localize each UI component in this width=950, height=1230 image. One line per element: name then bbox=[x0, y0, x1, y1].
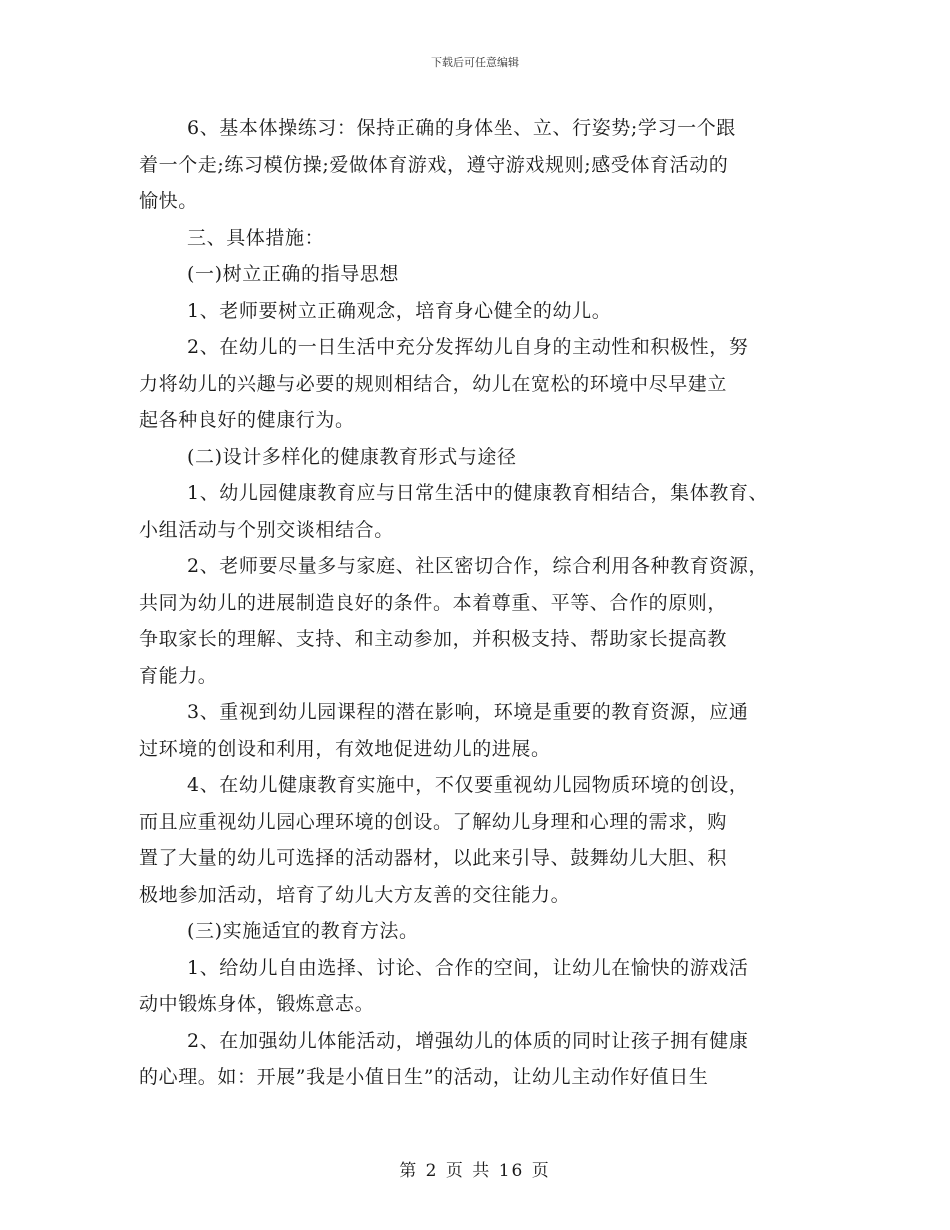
text-line: 2、在加强幼儿体能活动，增强幼儿的体质的同时让孩子拥有健康 bbox=[187, 1029, 749, 1052]
text-line: 2、在幼儿的一日生活中充分发挥幼儿自身的主动性和积极性，努 bbox=[187, 336, 749, 358]
text-line: 愉快。 bbox=[139, 190, 198, 212]
page-number: 第 2 页 共 16 页 bbox=[399, 1161, 551, 1181]
document-body bbox=[139, 110, 819, 1096]
text-line: 置了大量的幼儿可选择的活动器材，以此来引导、鼓舞幼儿大胆、积 bbox=[139, 847, 728, 869]
text-line: 动中锻炼身体，锻炼意志。 bbox=[139, 993, 375, 1015]
text-line: 三、具体措施： bbox=[187, 226, 325, 249]
text-line: 育能力。 bbox=[139, 664, 218, 687]
text-line: 着一个走;练习模仿操;爱做体育游戏，遵守游戏规则;感受体育活动的 bbox=[139, 153, 729, 176]
text-line: 1、老师要树立正确观念，培育身心健全的幼儿。 bbox=[187, 299, 612, 322]
text-line: 过环境的创设和利用，有效地促进幼儿的进展。 bbox=[139, 737, 551, 760]
text-line: (二)设计多样化的健康教育形式与途径 bbox=[187, 445, 517, 468]
text-line: 4、在幼儿健康教育实施中，不仅要重视幼儿园物质环境的创设， bbox=[187, 774, 749, 796]
text-line: 1、幼儿园健康教育应与日常生活中的健康教育相结合，集体教育、 bbox=[187, 482, 769, 504]
text-line: 的心理。如：开展”我是小值日生”的活动，让幼儿主动作好值日生 bbox=[139, 1066, 709, 1088]
text-line: 小组活动与个别交谈相结合。 bbox=[139, 518, 394, 541]
text-line: 而且应重视幼儿园心理环境的创设。了解幼儿身理和心理的需求，购 bbox=[139, 810, 728, 833]
text-line: 争取家长的理解、支持、和主动参加，并积极支持、帮助家长提高教 bbox=[139, 628, 728, 650]
text-line: (一)树立正确的指导思想 bbox=[187, 263, 400, 285]
text-line: 极地参加活动，培育了幼儿大方友善的交往能力。 bbox=[139, 883, 571, 906]
text-line: 起各种良好的健康行为。 bbox=[139, 409, 355, 431]
text-line: 共同为幼儿的进展制造良好的条件。本着尊重、平等、合作的原则， bbox=[139, 591, 728, 614]
text-line: 力将幼儿的兴趣与必要的规则相结合，幼儿在宽松的环境中尽早建立 bbox=[139, 372, 728, 395]
text-line: 3、重视到幼儿园课程的潜在影响，环境是重要的教育资源，应通 bbox=[187, 701, 749, 723]
text-line: 2、老师要尽量多与家庭、社区密切合作，综合利用各种教育资源， bbox=[187, 555, 769, 577]
text-line: 1、给幼儿自由选择、讨论、合作的空间，让幼儿在愉快的游戏活 bbox=[187, 956, 749, 979]
header-note: 下载后可任意编辑 bbox=[431, 56, 519, 69]
text-line: 6、基本体操练习：保持正确的身体坐、立、行姿势;学习一个跟 bbox=[187, 117, 736, 139]
text-line: (三)实施适宜的教育方法。 bbox=[187, 920, 419, 942]
